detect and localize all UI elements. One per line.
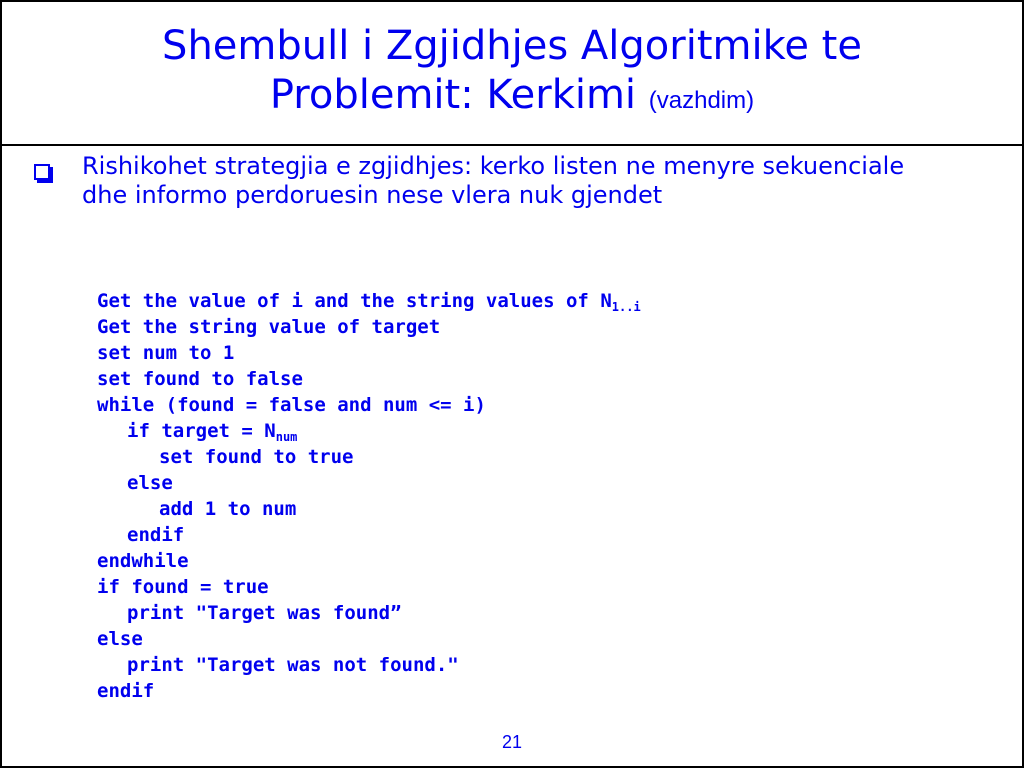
- code-line: set found to true: [159, 446, 354, 468]
- code-line: set found to false: [97, 368, 303, 390]
- pseudocode-block: [97, 288, 641, 704]
- title-box: [2, 2, 1022, 146]
- code-line: endif: [97, 680, 155, 702]
- code-line: [97, 418, 641, 444]
- bullet-item: [30, 152, 910, 210]
- code-line: [97, 288, 641, 314]
- slide-title-suffix: (vazhdim): [648, 87, 755, 114]
- page-number: 21: [501, 732, 523, 752]
- code-line: print "Target was not found.": [127, 654, 459, 676]
- slide-title-line1: Shembull i Zgjidhjes Algoritmike te: [162, 23, 862, 69]
- code-line: Get the string value of target: [97, 316, 441, 338]
- slide-title-main: Problemit: Kerkimi: [269, 72, 637, 118]
- code-subscript: 1..i: [611, 300, 641, 314]
- slide-title-line2: [2, 71, 1022, 125]
- hollow-square-bullet-icon: [34, 164, 50, 180]
- code-line: endwhile: [97, 550, 189, 572]
- code-text: Get the value of i and the string values of N: [97, 290, 612, 312]
- code-line: while (found = false and num <= i): [97, 394, 486, 416]
- code-line: else: [97, 628, 143, 650]
- code-line: if found = true: [97, 576, 269, 598]
- code-line: set num to 1: [97, 342, 235, 364]
- code-line: add 1 to num: [159, 498, 297, 520]
- bullet-text: Rishikohet strategjia e zgjidhjes: kerko listen ne menyre sekuenciale dhe informo perdoruesin nese vlera nuk gjendet: [82, 152, 905, 209]
- code-text: if target = N: [127, 420, 276, 442]
- code-line: else: [127, 472, 173, 494]
- code-line: endif: [127, 524, 185, 546]
- code-line: print "Target was found”: [127, 602, 402, 624]
- code-subscript: num: [275, 430, 298, 444]
